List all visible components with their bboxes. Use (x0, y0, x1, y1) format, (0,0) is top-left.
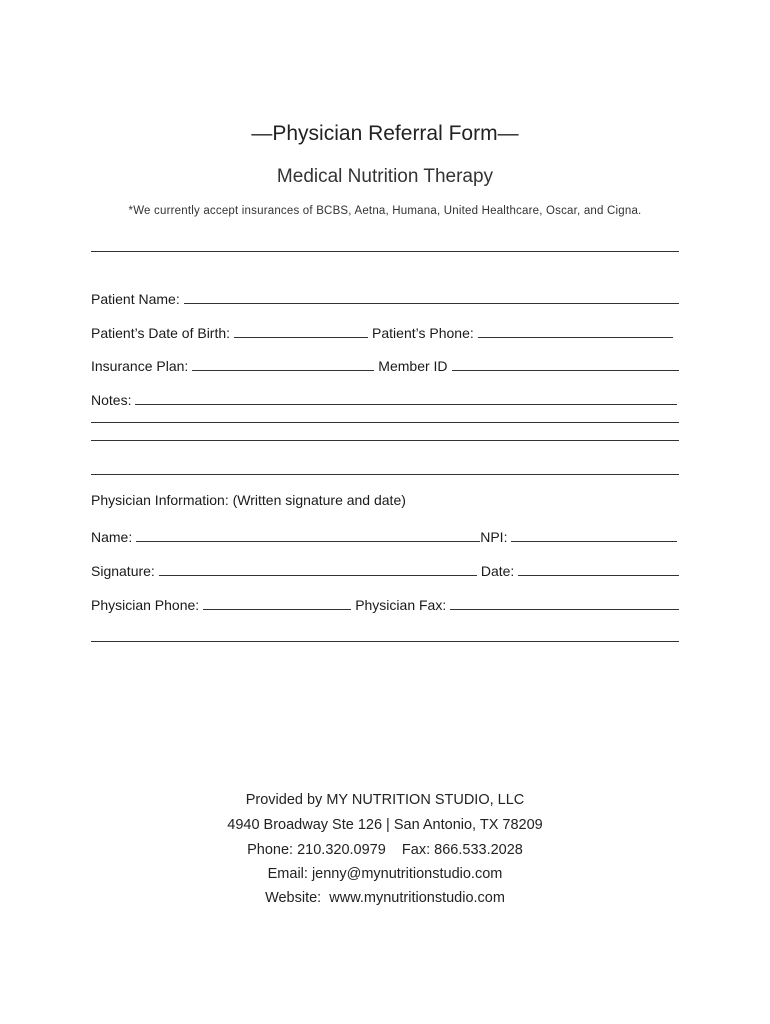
signature-field[interactable] (159, 575, 477, 576)
insurance-note: *We currently accept insurances of BCBS, Aetna, Humana, United Healthcare, Oscar, and Cigna. (128, 205, 642, 217)
physician-section-heading: Physician Information: (Written signature and date) (91, 492, 406, 508)
footer-provided-by: Provided by MY NUTRITION STUDIO, LLC (245, 792, 525, 808)
patient-dob-field[interactable] (234, 337, 368, 338)
footer-website: Website: www.mynutritionstudio.com (265, 890, 505, 906)
patient-dob-phone-row (91, 321, 679, 341)
physician-name-row (91, 525, 679, 545)
notes-field[interactable] (135, 404, 677, 405)
patient-name-field[interactable] (184, 303, 679, 304)
date-field[interactable] (518, 575, 679, 576)
date-label: Date: (480, 563, 515, 579)
notes-label: Notes: (91, 392, 132, 408)
physician-name-field[interactable] (136, 541, 480, 542)
patient-dob-label: Patient’s Date of Birth: (91, 325, 231, 341)
footer-phone-fax: Phone: 210.320.0979 Fax: 866.533.2028 (247, 842, 523, 858)
patient-phone-field[interactable] (478, 337, 673, 338)
insurance-row (91, 354, 679, 374)
patient-name-label: Patient Name: (91, 291, 180, 307)
footer-email: Email: jenny@mynutritionstudio.com (267, 866, 503, 882)
notes-line-2[interactable] (91, 422, 679, 423)
signature-row (91, 559, 679, 579)
divider-line-bottom (91, 641, 679, 642)
physician-fax-field[interactable] (450, 609, 679, 610)
insurance-plan-label: Insurance Plan: (91, 358, 189, 374)
physician-name-label: Name: (91, 529, 133, 545)
member-id-label: Member ID (378, 358, 448, 374)
physician-phone-label: Physician Phone: (91, 597, 200, 613)
physician-phone-field[interactable] (203, 609, 351, 610)
npi-field[interactable] (511, 541, 677, 542)
notes-row (91, 388, 679, 408)
form-title: —Physician Referral Form— (251, 122, 519, 145)
notes-line-3[interactable] (91, 440, 679, 441)
divider-line-top (91, 251, 679, 252)
footer-address: 4940 Broadway Ste 126 | San Antonio, TX 78209 (227, 817, 543, 833)
npi-label: NPI: (480, 529, 508, 545)
signature-label: Signature: (91, 563, 155, 579)
notes-line-4[interactable] (91, 474, 679, 475)
physician-fax-label: Physician Fax: (355, 597, 447, 613)
insurance-plan-field[interactable] (192, 370, 374, 371)
form-subtitle: Medical Nutrition Therapy (276, 166, 494, 187)
member-id-field[interactable] (452, 370, 679, 371)
patient-phone-label: Patient’s Phone: (372, 325, 474, 341)
physician-contact-row (91, 593, 679, 613)
patient-name-row (91, 287, 679, 307)
